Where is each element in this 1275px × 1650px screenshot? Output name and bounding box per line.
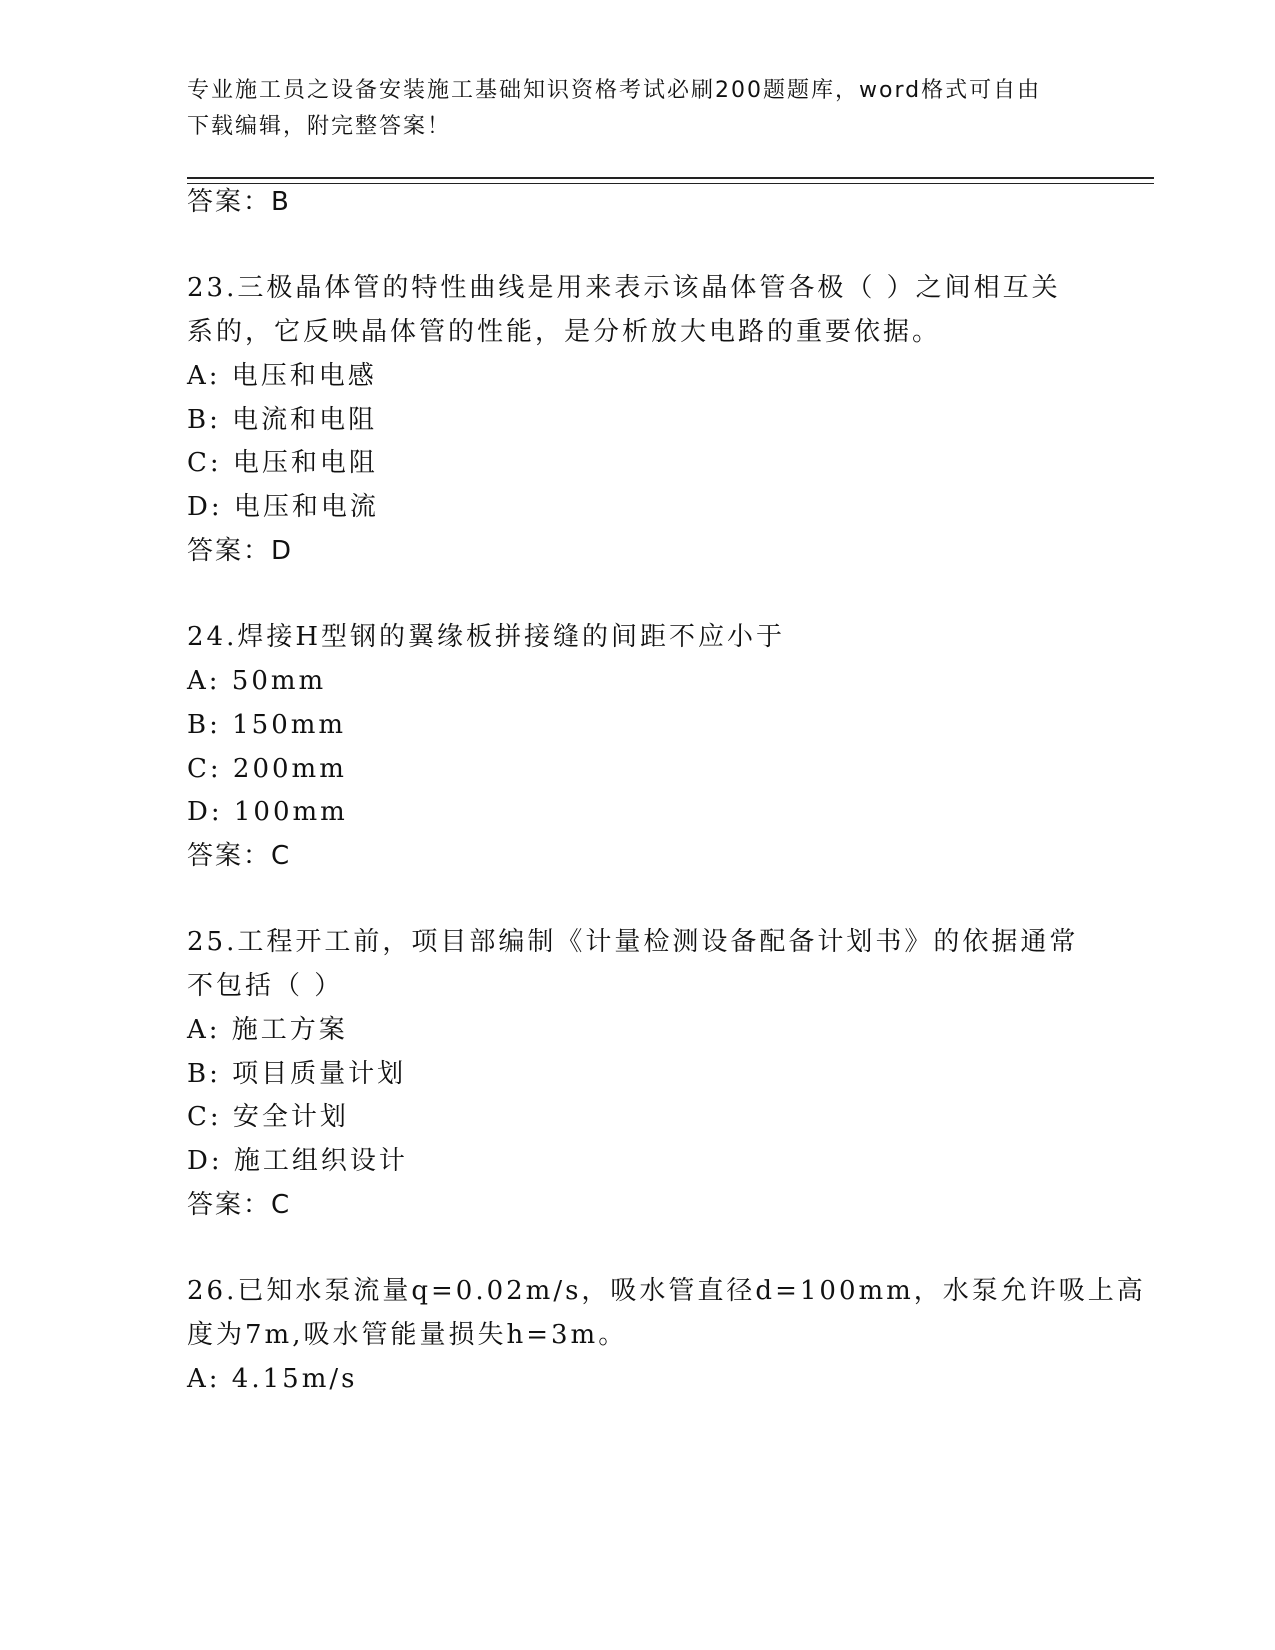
question-26-stem-line-1: 26.已知水泵流量q=0.02m/s，吸水管直径d=100mm，水泵允许吸上高: [187, 1276, 1146, 1306]
header-line-1: 专业施工员之设备安装施工基础知识资格考试必刷200题题库，word格式可自由: [187, 78, 1042, 103]
question-23-option-b: B: 电流和电阻: [187, 405, 378, 435]
header-line-2: 下载编辑，附完整答案！: [187, 114, 452, 139]
question-25-stem-line-1: 25.工程开工前，项目部编制《计量检测设备配备计划书》的依据通常: [187, 927, 1079, 957]
question-23-stem-line-1: 23.三极晶体管的特性曲线是用来表示该晶体管各极（ ）之间相互关: [187, 273, 1061, 303]
question-25-answer: 答案：C: [187, 1190, 292, 1220]
question-23-answer: 答案：D: [187, 536, 294, 566]
question-24-option-a: A: 50mm: [187, 666, 327, 696]
question-26-option-a: A: 4.15m/s: [187, 1364, 358, 1394]
question-23-option-a: A: 电压和电感: [187, 361, 377, 391]
document-header: [187, 73, 1067, 145]
question-24-stem-line-1: 24.焊接H型钢的翼缘板拼接缝的间距不应小于: [187, 622, 786, 652]
question-23-stem-line-2: 系的，它反映晶体管的性能，是分析放大电路的重要依据。: [187, 317, 942, 347]
question-25-stem-line-2: 不包括（ ）: [187, 971, 344, 1001]
header-rule-thick: [187, 177, 1154, 179]
question-23-option-d: D: 电压和电流: [187, 492, 379, 522]
question-25-option-b: B: 项目质量计划: [187, 1059, 407, 1089]
question-25-option-c: C: 安全计划: [187, 1102, 349, 1132]
header-rule-thin: [187, 183, 1154, 184]
question-24-option-c: C: 200mm: [187, 754, 347, 784]
question-25-option-d: D: 施工组织设计: [187, 1146, 408, 1176]
question-24-option-b: B: 150mm: [187, 710, 347, 740]
question-24-answer: 答案：C: [187, 841, 292, 871]
question-25-option-a: A: 施工方案: [187, 1015, 348, 1045]
question-24-option-d: D: 100mm: [187, 797, 348, 827]
question-23-option-c: C: 电压和电阻: [187, 448, 378, 478]
previous-answer: 答案：B: [187, 187, 291, 217]
question-26-stem-line-2: 度为7m,吸水管能量损失h=3m。: [187, 1320, 628, 1350]
